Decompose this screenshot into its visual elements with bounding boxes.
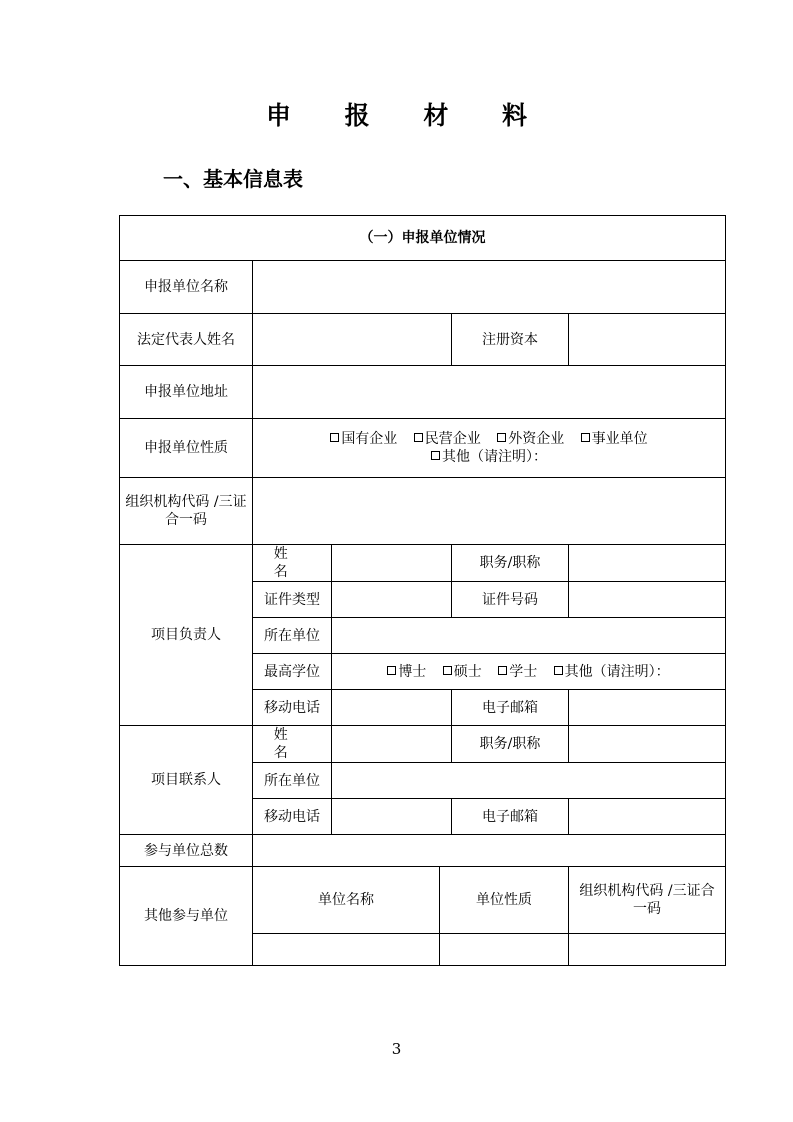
- nature-option[interactable]: 民营企业: [414, 431, 481, 447]
- reg-capital-label: 注册资本: [452, 314, 569, 366]
- legal-rep-field[interactable]: [253, 314, 452, 366]
- checkbox-icon: [431, 451, 440, 460]
- other-units-label: 其他参与单位: [120, 867, 253, 966]
- checkbox-icon: [387, 666, 396, 675]
- participant-count-label: 参与单位总数: [120, 835, 253, 867]
- contact-name-field[interactable]: [332, 726, 452, 763]
- address-label: 申报单位地址: [120, 366, 253, 419]
- degree-option[interactable]: 其他（请注明）：: [554, 664, 670, 680]
- col-org-code: 组织机构代码 /三证合一码: [569, 867, 726, 934]
- other-unit-name-field[interactable]: [253, 934, 440, 966]
- unit-name-label: 申报单位名称: [120, 261, 253, 314]
- reg-capital-field[interactable]: [569, 314, 726, 366]
- checkbox-icon: [497, 433, 506, 442]
- leader-title-field[interactable]: [569, 545, 726, 582]
- contact-mobile-label: 移动电话: [253, 799, 332, 835]
- checkbox-icon: [498, 666, 507, 675]
- col-unit-nature: 单位性质: [440, 867, 569, 934]
- contact-name-label: 姓 名: [253, 726, 332, 763]
- contact-unit-label: 所在单位: [253, 763, 332, 799]
- org-code-label: 组织机构代码 /三证合一码: [120, 478, 253, 545]
- page-number: 3: [391, 1040, 402, 1058]
- leader-id-type-label: 证件类型: [253, 582, 332, 618]
- unit-name-field[interactable]: [253, 261, 726, 314]
- checkbox-icon: [443, 666, 452, 675]
- nature-label: 申报单位性质: [120, 419, 253, 478]
- leader-email-label: 电子邮箱: [452, 690, 569, 726]
- nature-option[interactable]: 事业单位: [581, 431, 648, 447]
- degree-option[interactable]: 硕士: [443, 664, 482, 680]
- leader-name-label: 姓 名: [253, 545, 332, 582]
- nature-option[interactable]: 国有企业: [330, 431, 397, 447]
- address-field[interactable]: [253, 366, 726, 419]
- legal-rep-label: 法定代表人姓名: [120, 314, 253, 366]
- contact-mobile-field[interactable]: [332, 799, 452, 835]
- contact-label: 项目联系人: [120, 726, 253, 835]
- basic-info-table: [119, 215, 726, 966]
- contact-title-label: 职务/职称: [452, 726, 569, 763]
- document-title: 申 报 材 料: [265, 101, 550, 130]
- leader-id-number-field[interactable]: [569, 582, 726, 618]
- checkbox-icon: [414, 433, 423, 442]
- leader-name-field[interactable]: [332, 545, 452, 582]
- leader-unit-label: 所在单位: [253, 618, 332, 654]
- contact-unit-field[interactable]: [332, 763, 726, 799]
- checkbox-icon: [330, 433, 339, 442]
- degree-options: [332, 654, 726, 690]
- leader-mobile-label: 移动电话: [253, 690, 332, 726]
- contact-title-field[interactable]: [569, 726, 726, 763]
- leader-title-label: 职务/职称: [452, 545, 569, 582]
- participant-count-field[interactable]: [253, 835, 726, 867]
- col-unit-name: 单位名称: [253, 867, 440, 934]
- nature-option[interactable]: 其他（请注明）：: [431, 449, 547, 465]
- leader-email-field[interactable]: [569, 690, 726, 726]
- other-unit-nature-field[interactable]: [440, 934, 569, 966]
- nature-options: [253, 419, 726, 478]
- checkbox-icon: [554, 666, 563, 675]
- leader-mobile-field[interactable]: [332, 690, 452, 726]
- leader-degree-label: 最高学位: [253, 654, 332, 690]
- contact-email-label: 电子邮箱: [452, 799, 569, 835]
- org-code-field[interactable]: [253, 478, 726, 545]
- leader-id-number-label: 证件号码: [452, 582, 569, 618]
- leader-label: 项目负责人: [120, 545, 253, 726]
- table-header: （一）申报单位情况: [120, 216, 726, 261]
- contact-email-field[interactable]: [569, 799, 726, 835]
- nature-option[interactable]: 外资企业: [497, 431, 564, 447]
- checkbox-icon: [581, 433, 590, 442]
- other-unit-code-field[interactable]: [569, 934, 726, 966]
- leader-id-type-field[interactable]: [332, 582, 452, 618]
- section-title: 一、基本信息表: [163, 167, 303, 191]
- degree-option[interactable]: 学士: [498, 664, 537, 680]
- leader-unit-field[interactable]: [332, 618, 726, 654]
- degree-option[interactable]: 博士: [387, 664, 426, 680]
